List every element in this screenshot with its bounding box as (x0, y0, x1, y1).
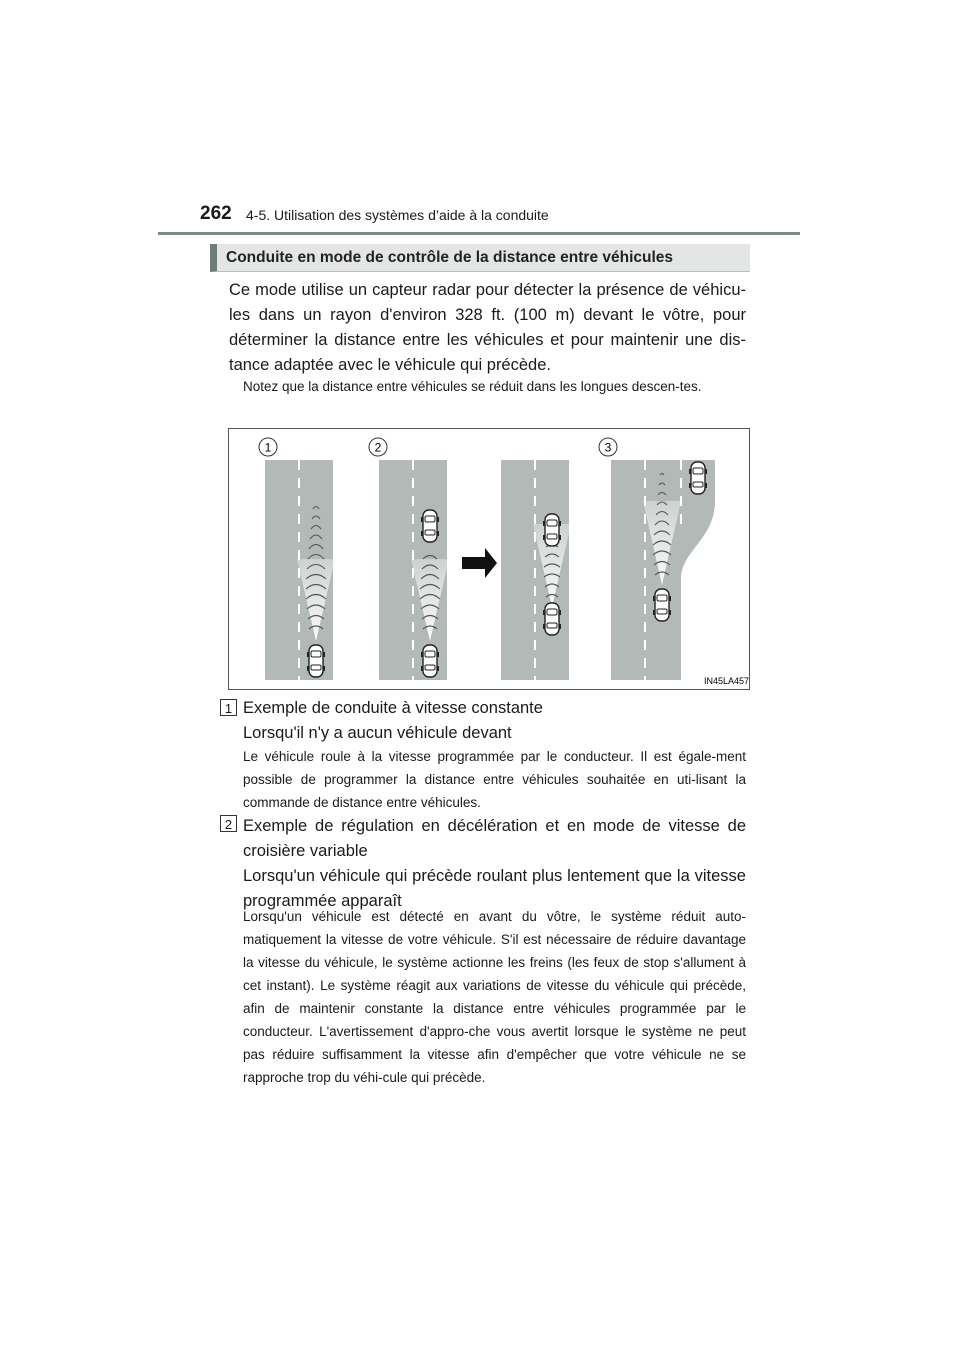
item-2-heading (243, 814, 746, 914)
own-vehicle-3 (653, 589, 671, 621)
note-paragraph: Notez que la distance entre véhicules se réduit dans les longues descen-tes. (243, 379, 702, 394)
preceding-vehicle-2 (421, 510, 439, 542)
figure-code: IN45LA457 (704, 676, 749, 686)
radar-diagram (228, 428, 750, 690)
item-1-heading-line2: Lorsqu'il n'y a aucun véhicule devant (243, 724, 512, 742)
intro-paragraph: Ce mode utilise un capteur radar pour détecter la présence de véhicu-les dans un rayon d'environ 328 ft. (100 m) devant le vôtre, pour déterminer la distance entre les véhicules et pour maintenir une dis-tance adaptée avec le véhicule qui précède. (229, 281, 746, 374)
scene-3-lane-change (599, 438, 715, 680)
section-title: Conduite en mode de contrôle de la distance entre véhicules (226, 249, 674, 266)
scene-1-constant-speed (259, 438, 335, 680)
scene-2-deceleration (369, 438, 449, 680)
item-1-badge: 1 (220, 699, 237, 716)
page-number: 262 (200, 203, 232, 224)
label-2: 2 (374, 440, 382, 455)
diagram-svg (229, 429, 749, 689)
item-2-description: Lorsqu'un véhicule est détecté en avant du vôtre, le système réduit auto-matiquement la vitesse de votre véhicule. S'il est nécessaire de réduire davantage la vitesse du véhicule, le système actionne les freins (les feux de stop s'allument à cet instant). Le système réagit aux variations de vitesse du véhicule qui précède, afin de maintenir constante la distance entre véhicules programmée par le conducteur. L'avertissement d'appro-che vous avertit lorsque le système ne peut pas réduire suffisamment la vitesse afin d'empêcher que votre véhicule ne se rapproche trop du véhi-cule qui précède. (243, 909, 746, 1085)
item-2-heading-line2: Lorsqu'un véhicule qui précède roulant plus lentement que la vitesse programmée apparaît (243, 867, 746, 910)
item-1-description: Le véhicule roule à la vitesse programmée par le conducteur. Il est égale-ment possible de programmer la distance entre véhicules souhaitée en uti-lisant la commande de distance entre véhicules. (243, 749, 746, 810)
label-3: 3 (604, 440, 612, 455)
item-1-heading-line1: Exemple de conduite à vitesse constante (243, 699, 543, 717)
header-rule (158, 232, 800, 235)
scene-2-following (501, 460, 571, 680)
own-vehicle-1 (307, 645, 325, 677)
arrow-icon (462, 548, 497, 578)
section-header (210, 244, 750, 272)
item-2-heading-line1: Exemple de régulation en décélération et en mode de vitesse de croisière variable (243, 817, 746, 860)
label-1: 1 (264, 440, 272, 455)
chapter-title: 4-5. Utilisation des systèmes d’aide à la conduite (246, 207, 549, 223)
preceding-vehicle-2b (543, 514, 561, 546)
own-vehicle-2b (543, 603, 561, 635)
own-vehicle-2 (421, 645, 439, 677)
item-1-heading (243, 696, 746, 746)
other-vehicle-3 (689, 462, 707, 494)
item-2-badge: 2 (220, 815, 237, 832)
